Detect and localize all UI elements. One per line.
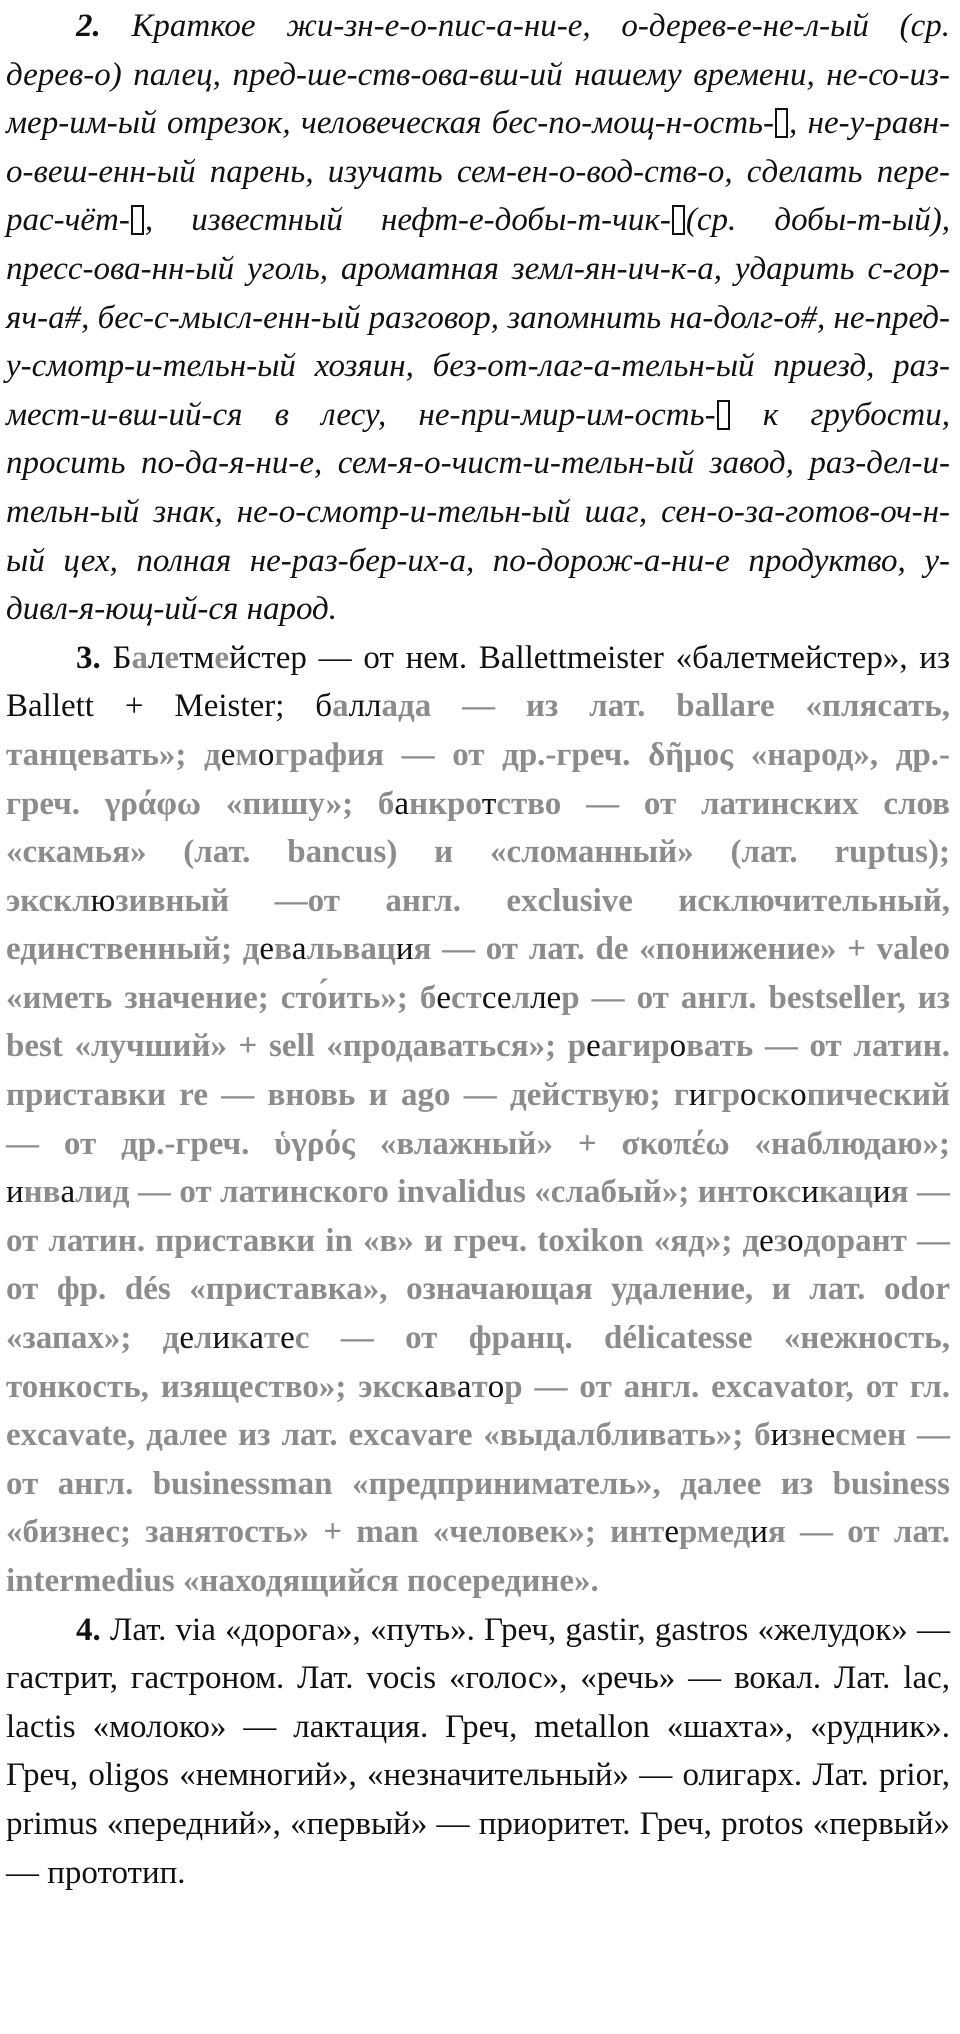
highlighted-letters: гр: [706, 1077, 740, 1114]
highlighted-letters: с — от франц. délicatesse «нежность, тонкость, изящество»; экск: [6, 1320, 950, 1405]
null-ending-box-icon: [717, 400, 730, 430]
text-segment: лл: [348, 688, 382, 725]
text-segment: и: [212, 1320, 231, 1357]
exercise-2-text-part-4: (ср. добы-т-ый), пресс-ова-нн-ый уголь, ароматная земл-ян-ич-к-а, ударить с-гор-яч-а#, бес-с-мысл-енн-ый разговор, запомнить на-долг-о#, не-пред-у-смотр-и-тельн-ый хозяин, без-от-лаг-а-тельн-ый приезд, раз-мест-и-вш-ий-ся в лесу, не-при-мир-им-ость-: [6, 202, 950, 433]
exercise-3-number: 3.: [76, 639, 101, 676]
text-segment: л: [147, 639, 165, 676]
highlighted-letters: р — от англ. bestseller, из best «лучший» + sell «продаваться»; р: [6, 979, 950, 1065]
text-segment: и: [801, 1174, 819, 1211]
highlighted-letters: е: [164, 639, 180, 676]
highlighted-letters: я — от лат. intermedius «находящийся посередине».: [6, 1514, 950, 1599]
text-segment: ле: [530, 979, 562, 1016]
text-segment: Б: [112, 639, 132, 676]
highlighted-letters: е: [214, 639, 230, 676]
highlighted-letters: ск: [756, 1077, 791, 1114]
highlighted-letters: л: [511, 979, 531, 1016]
highlighted-letters: л: [194, 1320, 213, 1357]
text-segment: и: [6, 1174, 24, 1211]
highlighted-letters: в: [439, 1368, 457, 1405]
text-segment: е: [586, 1028, 601, 1065]
exercise-2-paragraph: [6, 2, 950, 634]
text-segment: о: [487, 1368, 505, 1405]
text-segment: а: [424, 1368, 440, 1405]
text-segment: и: [872, 1174, 891, 1211]
text-segment: е: [759, 1222, 774, 1259]
text-segment: и: [750, 1514, 768, 1551]
highlighted-letters: я — от латин. приставки in «в» и греч. toxikon «яд»; д: [6, 1174, 950, 1259]
text-segment: о: [790, 1077, 807, 1114]
text-segment: о: [751, 1174, 769, 1211]
text-segment: е: [664, 1514, 679, 1551]
exercise-4-text: Лат. via «дорога», «путь». Греч, gastir, gastros «желудок» — гастрит, гастроном. Лат. vocis «голос», «речь» — вокал. Лат. lac, lactis «молоко» — лактация. Греч, metallon «шахта», «рудник». Греч, oligos «немногий», «незначительный» — олигарх. Лат. prior, primus «передний», «первый» — приоритет. Греч, protos «первый» — прототип.: [6, 1611, 950, 1891]
text-segment: о: [739, 1077, 757, 1114]
highlighted-letters: в: [274, 931, 292, 968]
text-segment: и: [688, 1077, 707, 1114]
text-segment: е: [280, 1320, 295, 1357]
highlighted-letters: графия — от др.-греч. δῆμος «народ», др.-греч. γράφω «пишу»; б: [6, 736, 950, 822]
text-segment: е: [436, 979, 451, 1016]
text-segment: а: [291, 931, 307, 968]
exercise-2-number: 2.: [76, 8, 101, 44]
highlighted-letters: зн: [788, 1417, 821, 1454]
text-segment: а: [60, 1174, 76, 1211]
exercise-3-paragraph: [6, 634, 950, 1606]
highlighted-letters: а: [131, 639, 148, 676]
highlighted-letters: з: [773, 1222, 788, 1259]
null-ending-box-icon: [672, 205, 685, 235]
highlighted-letters: смен — от англ. businessman «предприниматель», далее из business «бизнес; занятость» + man «человек»; инт: [6, 1417, 950, 1551]
highlighted-letters: агир: [600, 1028, 670, 1065]
text-segment: ю: [90, 882, 116, 919]
highlighted-letters: лид — от латинского invalidus «слабый»; инт: [75, 1174, 752, 1211]
exercise-2-text-part-2: , не-у-равн-о-веш-енн-ый парень, изучать сем-ен-о-вод-ств-о, сделать пере-рас-чёт-: [6, 105, 950, 239]
text-segment: е: [179, 1320, 195, 1357]
text-segment: йстер — от нем. Ballettmeister «балетмейстер», из Ballett + Meister; б: [6, 639, 951, 725]
text-segment: е: [820, 1417, 836, 1454]
highlighted-letters: ст: [451, 979, 482, 1016]
null-ending-box-icon: [131, 205, 144, 235]
text-segment: а: [394, 785, 410, 822]
text-segment: се: [481, 979, 512, 1016]
text-segment: о: [669, 1028, 687, 1065]
text-segment: о: [787, 1222, 804, 1259]
exercise-2-text-part-1: Краткое жи-зн-е-о-пис-а-ни-е, о-дерев-е-не-л-ый (ср. дерев-о) палец, пред-ше-ств-ова-вш-ий нашему времени, не-со-из-мер-им-ый отрезок, человеческая бес-по-мощ-н-ость-: [6, 8, 951, 142]
highlighted-letters: дорант — от фр. dés «приставка», означающая удаление, и лат. odor «запах»; д: [6, 1222, 950, 1357]
null-ending-box-icon: [775, 108, 788, 138]
highlighted-letters: к: [230, 1320, 250, 1357]
exercise-2-text-part-5: к грубости, просить по-да-я-ни-е, сем-я-о-чист-и-тельн-ый завод, раз-дел-и-тельн-ый знак, не-о-смотр-и-тельн-ый шаг, сен-о-за-готов-оч-н-ый цех, полная не-раз-бер-их-а, по-дорож-а-ни-е продуктво, у-дивл-я-ющ-ий-ся народ.: [6, 396, 950, 628]
highlighted-letters: я — от лат. de «понижение» + valeo «иметь значение; сто́ить»; б: [6, 931, 950, 1016]
highlighted-letters: львац: [306, 931, 396, 968]
text-segment: и: [770, 1417, 789, 1454]
highlighted-letters: нв: [23, 1174, 61, 1211]
exercise-3-text: [6, 640, 950, 1599]
exercise-4-number: 4.: [76, 1611, 101, 1648]
text-segment: т: [481, 785, 497, 822]
highlighted-letters: т: [471, 1368, 488, 1405]
exercise-4-paragraph: [6, 1606, 950, 1898]
text-segment: а: [249, 1320, 264, 1357]
highlighted-letters: ада — из лат. ballare «плясать, танцевать»; д: [6, 688, 950, 773]
highlighted-letters: р — от англ. excavator, от гл. excavate, далее из лат. excavare «выдалбливать»; б: [6, 1368, 950, 1454]
highlighted-letters: ство — от латинских слов «скамья» (лат. bancus) и «сломанный» (лат. ruptus); экскл: [6, 785, 950, 919]
highlighted-letters: кс: [768, 1174, 802, 1211]
highlighted-letters: нкро: [409, 785, 482, 822]
text-segment: о: [257, 736, 275, 773]
highlighted-letters: рмед: [679, 1514, 751, 1551]
highlighted-letters: т: [263, 1320, 281, 1357]
highlighted-letters: зивный —от англ. exclusive исключительный, единственный; д: [6, 882, 950, 968]
text-segment: е: [220, 736, 236, 773]
highlighted-letters: вать — от латин. приставки re — вновь и ago — действую; г: [6, 1028, 950, 1114]
exercise-2-text-part-3: , известный нефт-е-добы-т-чик-: [144, 202, 671, 239]
text-segment: тм: [179, 639, 215, 676]
text-segment: и: [395, 931, 414, 968]
text-segment: а: [456, 1368, 472, 1405]
highlighted-letters: кац: [818, 1174, 873, 1211]
highlighted-letters: м: [235, 736, 258, 773]
text-segment: е: [259, 931, 275, 968]
highlighted-letters: а: [332, 688, 349, 725]
highlighted-letters: пический — от др.-греч. ὑγρός «влажный» + σκοπέω «наблюдаю»;: [6, 1077, 950, 1162]
